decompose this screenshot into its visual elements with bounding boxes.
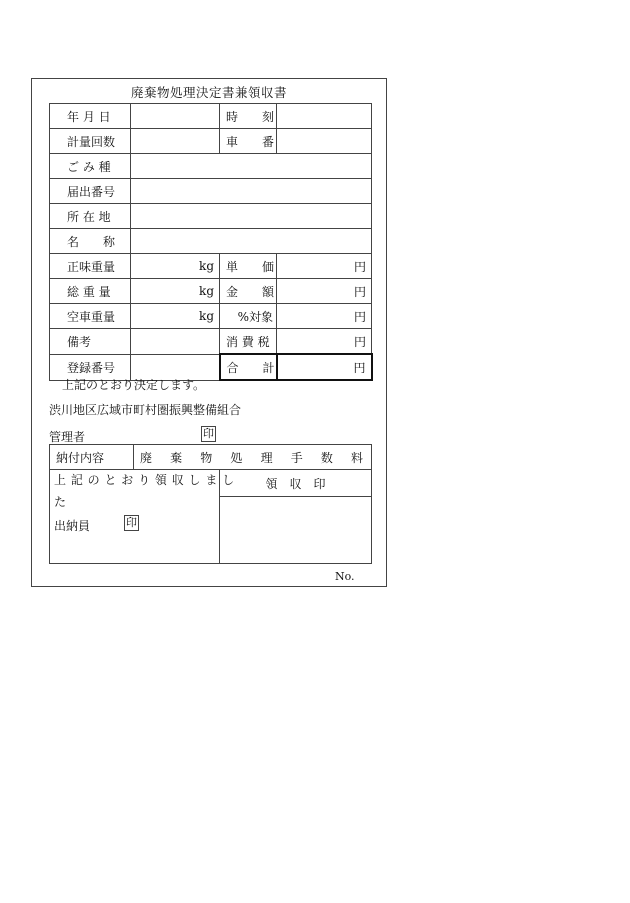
table-row bbox=[50, 254, 372, 279]
cashier-seal-icon: 印 bbox=[126, 516, 137, 529]
count-label: 計量回数 bbox=[50, 129, 131, 154]
organization-name: 渋川地区広域市町村圏振興整備組合 bbox=[49, 403, 242, 417]
decision-table bbox=[49, 103, 373, 381]
fee-char: 廃 bbox=[140, 450, 153, 465]
fee-char: 料 bbox=[350, 450, 363, 465]
name-value[interactable] bbox=[131, 229, 372, 254]
table-row bbox=[50, 129, 372, 154]
vehicle-value[interactable] bbox=[277, 129, 372, 154]
name-label: 名 称 bbox=[50, 229, 131, 254]
cashier-label: 出納員 bbox=[54, 519, 91, 533]
net-weight-value[interactable]: kg bbox=[131, 254, 220, 279]
fee-char: 数 bbox=[320, 450, 333, 465]
table-row bbox=[50, 154, 372, 179]
tax-label: 消 費 税 bbox=[220, 329, 277, 355]
time-value[interactable] bbox=[277, 104, 372, 129]
fee-char: 手 bbox=[290, 450, 303, 465]
notification-value[interactable] bbox=[131, 179, 372, 204]
waste-type-value[interactable] bbox=[131, 154, 372, 179]
amount-value[interactable]: 円 bbox=[277, 279, 372, 304]
table-row bbox=[50, 179, 372, 204]
total-value[interactable]: 円 bbox=[277, 354, 372, 380]
unit-price-label: 単 価 bbox=[220, 254, 277, 279]
net-weight-label: 正味重量 bbox=[50, 254, 131, 279]
payment-content-label: 納付内容 bbox=[50, 445, 134, 470]
address-label: 所 在 地 bbox=[50, 204, 131, 229]
manager-seal-icon: 印 bbox=[203, 427, 214, 440]
table-row bbox=[50, 229, 372, 254]
fee-char: 処 bbox=[230, 450, 243, 465]
form-title: 廃棄物処理決定書兼領収書 bbox=[130, 85, 287, 100]
receipt-stamp-area[interactable] bbox=[220, 497, 372, 564]
fee-name bbox=[134, 449, 371, 466]
memo-label: 備考 bbox=[50, 329, 131, 355]
empty-weight-value[interactable]: kg bbox=[131, 304, 220, 329]
form-frame bbox=[31, 78, 387, 587]
total-label: 合 計 bbox=[220, 354, 277, 380]
unit-price-value[interactable]: 円 bbox=[277, 254, 372, 279]
received-text-line2: た bbox=[54, 495, 67, 509]
table-row bbox=[50, 104, 372, 129]
gross-weight-label: 総 重 量 bbox=[50, 279, 131, 304]
percent-label: %対象 bbox=[220, 304, 277, 329]
decision-note: 上記のとおり決定します。 bbox=[62, 378, 206, 392]
registration-label: 登録番号 bbox=[50, 354, 131, 380]
tax-value[interactable]: 円 bbox=[277, 329, 372, 355]
empty-weight-label: 空車重量 bbox=[50, 304, 131, 329]
table-row bbox=[50, 329, 372, 355]
percent-value[interactable]: 円 bbox=[277, 304, 372, 329]
fee-char: 理 bbox=[260, 450, 273, 465]
date-value[interactable] bbox=[131, 104, 220, 129]
receipt-stamp-label: 領 収 印 bbox=[220, 470, 372, 497]
memo-value[interactable] bbox=[131, 329, 220, 355]
table-row bbox=[50, 279, 372, 304]
gross-weight-value[interactable]: kg bbox=[131, 279, 220, 304]
fee-char: 棄 bbox=[170, 450, 183, 465]
table-row bbox=[50, 204, 372, 229]
table-row bbox=[50, 445, 372, 470]
address-value[interactable] bbox=[131, 204, 372, 229]
date-label: 年 月 日 bbox=[50, 104, 131, 129]
receipt-number: No. bbox=[335, 570, 355, 583]
receipt-table bbox=[49, 444, 372, 564]
manager-label: 管理者 bbox=[49, 430, 86, 444]
received-text-line1: 上 記 の と お り 領 収 し ま し bbox=[54, 473, 235, 487]
vehicle-label: 車 番 bbox=[220, 129, 277, 154]
payment-content-value bbox=[134, 445, 372, 470]
fee-char: 物 bbox=[200, 450, 213, 465]
table-row bbox=[50, 304, 372, 329]
count-value[interactable] bbox=[131, 129, 220, 154]
waste-type-label: ご み 種 bbox=[50, 154, 131, 179]
notification-label: 届出番号 bbox=[50, 179, 131, 204]
time-label: 時 刻 bbox=[220, 104, 277, 129]
amount-label: 金 額 bbox=[220, 279, 277, 304]
